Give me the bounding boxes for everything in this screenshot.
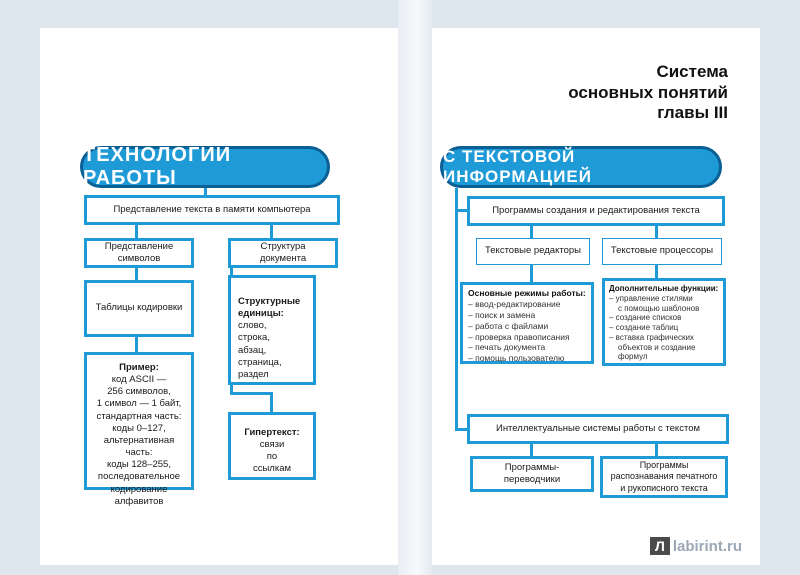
- title-line-3: главы III: [657, 103, 728, 123]
- example-line: 1 символ — 1 байт,: [96, 398, 182, 410]
- text-programs-box: [467, 196, 725, 226]
- connector: [530, 224, 533, 239]
- unit-item: абзац,: [238, 344, 267, 356]
- connector: [230, 392, 271, 395]
- structure-label: Структура документа: [259, 240, 307, 264]
- text-processors-label: Текстовые процессоры: [610, 245, 714, 257]
- hypertext-title: Гипертекст:: [244, 427, 300, 438]
- recognition-box: [600, 456, 728, 498]
- symbols-label: Представление символов: [104, 240, 174, 264]
- connector: [455, 188, 458, 430]
- example-line: 256 символов,: [107, 386, 171, 398]
- example-box: [84, 352, 194, 507]
- mode-item: – ввод-редактирование: [468, 298, 561, 309]
- mode-item: – поиск и замена: [468, 309, 536, 320]
- banner-right: С ТЕКСТОВОЙ ИНФОРМАЦИЕЙ: [440, 146, 722, 188]
- main-modes-title: Основные режимы работы:: [468, 288, 586, 298]
- extra-functions-box: [602, 278, 726, 366]
- connector: [530, 264, 533, 284]
- example-line: алфавитов: [114, 495, 164, 507]
- encoding-tables-box: [84, 280, 194, 337]
- structure-box: [228, 238, 338, 268]
- book-gutter: [398, 0, 432, 575]
- example-line: коды 128–255,: [107, 459, 171, 471]
- hypertext-line: связи: [259, 439, 285, 451]
- extra-functions-title: Дополнительные функции:: [609, 284, 719, 293]
- chapter-title: [568, 62, 728, 124]
- extra-item: – создание списков: [609, 313, 682, 323]
- extra-item: – вставка графических: [609, 332, 694, 342]
- extra-item: – создание таблиц: [609, 323, 679, 332]
- banner-left: ТЕХНОЛОГИИ РАБОТЫ: [80, 146, 330, 188]
- encoding-tables-label: Таблицы кодировки: [95, 302, 183, 314]
- text-representation-label: Представление текста в памяти компьютера: [113, 203, 311, 215]
- text-representation-box: [84, 195, 340, 225]
- example-line: альтернативная часть:: [103, 434, 175, 459]
- connector: [270, 392, 273, 414]
- symbols-box: [84, 238, 194, 268]
- mode-item: – работа с файлами: [468, 320, 549, 331]
- watermark-text: labirint.ru: [672, 538, 742, 555]
- text-processors-box: [602, 238, 722, 265]
- title-line-2: основных понятий: [568, 82, 728, 102]
- text-programs-label: Программы создания и редактирования текста: [492, 204, 700, 216]
- extra-item: объектов и создание: [618, 342, 696, 352]
- structural-units-title: Структурные единицы:: [238, 296, 301, 320]
- example-title: Пример:: [119, 362, 159, 373]
- extra-item: с помощью шаблонов: [618, 303, 700, 313]
- example-line: последовательное: [97, 471, 181, 483]
- structural-units-box: [228, 275, 316, 385]
- intelligent-systems-label: Интеллектуальные системы работы с текстом: [495, 422, 701, 434]
- unit-item: слово,: [238, 320, 267, 332]
- main-modes-box: [460, 282, 594, 364]
- watermark: [650, 537, 742, 555]
- extra-item: – управление стилями: [609, 293, 693, 303]
- text-editors-box: [476, 238, 590, 265]
- unit-item: страница,: [238, 356, 282, 368]
- unit-item: раздел: [238, 368, 269, 380]
- unit-item: строка,: [238, 332, 270, 344]
- translators-label: Программы-переводчики: [503, 461, 561, 485]
- hypertext-line: ссылкам: [252, 463, 292, 475]
- example-line: код ASCII —: [111, 374, 167, 386]
- translators-box: [470, 456, 594, 492]
- hypertext-line: по: [266, 451, 278, 463]
- extra-item: формул: [618, 352, 648, 362]
- intelligent-systems-box: [467, 414, 729, 444]
- mode-item: – печать документа: [468, 342, 546, 353]
- text-editors-label: Текстовые редакторы: [485, 245, 581, 257]
- recognition-label: Программы распознавания печатного и рукописного текста: [610, 459, 718, 493]
- mode-item: – помощь пользователю: [468, 353, 565, 364]
- title-line-1: Система: [656, 62, 728, 81]
- watermark-logo: Л: [650, 537, 670, 555]
- example-line: коды 0–127,: [112, 422, 166, 434]
- hypertext-box: [228, 412, 316, 480]
- example-line: кодирование: [110, 483, 168, 495]
- connector: [655, 224, 658, 239]
- mode-item: – проверка правописания: [468, 331, 570, 342]
- example-line: стандартная часть:: [96, 410, 182, 422]
